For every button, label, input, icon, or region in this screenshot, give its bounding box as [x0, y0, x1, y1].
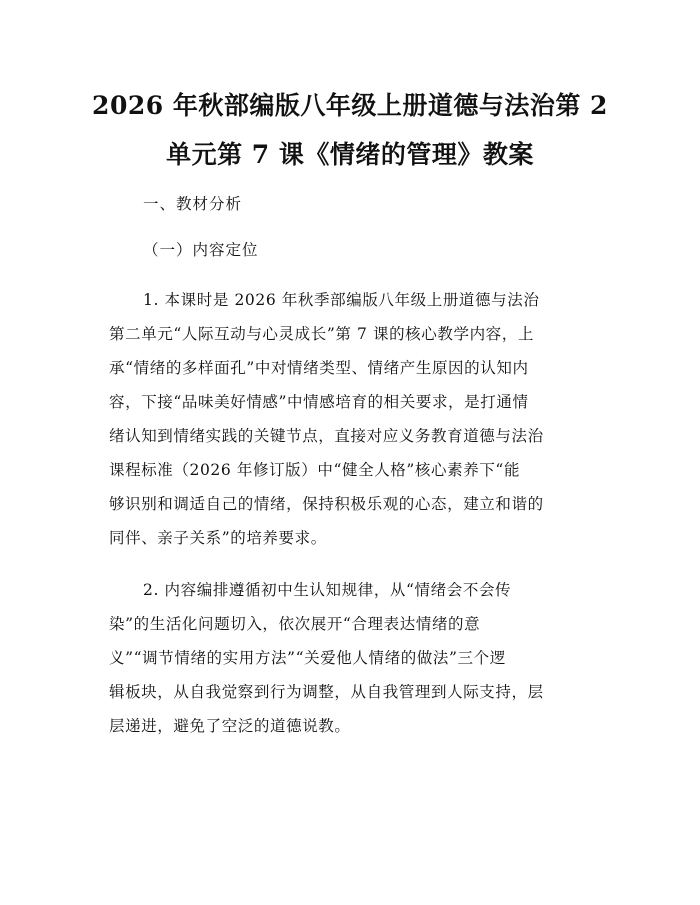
section-heading-textbook-analysis: 一、教材分析: [143, 195, 243, 213]
paragraph-2-line: 染”的生活化问题切入，依次展开“合理表达情绪的意: [109, 615, 481, 633]
paragraph-1-line: 承“情绪的多样面孔”中对情绪类型、情绪产生原因的认知内: [109, 359, 529, 377]
paragraph-1-line: 1. 本课时是 2026 年秋季部编版八年级上册道德与法治: [143, 291, 540, 309]
paragraph-2-line: 义”“调节情绪的实用方法”“关爱他人情绪的做法”三个逻: [109, 649, 506, 667]
paragraph-1-line: 同伴、亲子关系”的培养要求。: [109, 529, 327, 547]
document-title-line-2: 单元第 7 课《情绪的管理》教案: [166, 140, 534, 169]
subsection-heading-content-positioning: （一）内容定位: [143, 241, 259, 259]
paragraph-2-line: 辑板块，从自我觉察到行为调整，从自我管理到人际支持，层: [109, 683, 544, 701]
paragraph-1-line: 容，下接“品味美好情感”中情感培育的相关要求，是打通情: [109, 393, 529, 411]
paragraph-1-line: 第二单元“人际互动与心灵成长”第 7 课的核心教学内容，上: [109, 325, 534, 343]
paragraph-2-line: 2. 内容编排遵循初中生认知规律，从“情绪会不会传: [143, 581, 512, 599]
paragraph-1-line: 课程标准（2026 年修订版）中“健全人格”核心素养下“能: [109, 461, 521, 479]
document-title-line-1: 2026 年秋部编版八年级上册道德与法治第 2: [92, 91, 608, 120]
paragraph-2-line: 层递进，避免了空泛的道德说教。: [109, 717, 351, 735]
paragraph-1-line: 够识别和调适自己的情绪，保持积极乐观的心态，建立和谐的: [109, 495, 544, 513]
paragraph-1-line: 绪认知到情绪实践的关键节点，直接对应义务教育道德与法治: [109, 427, 544, 445]
